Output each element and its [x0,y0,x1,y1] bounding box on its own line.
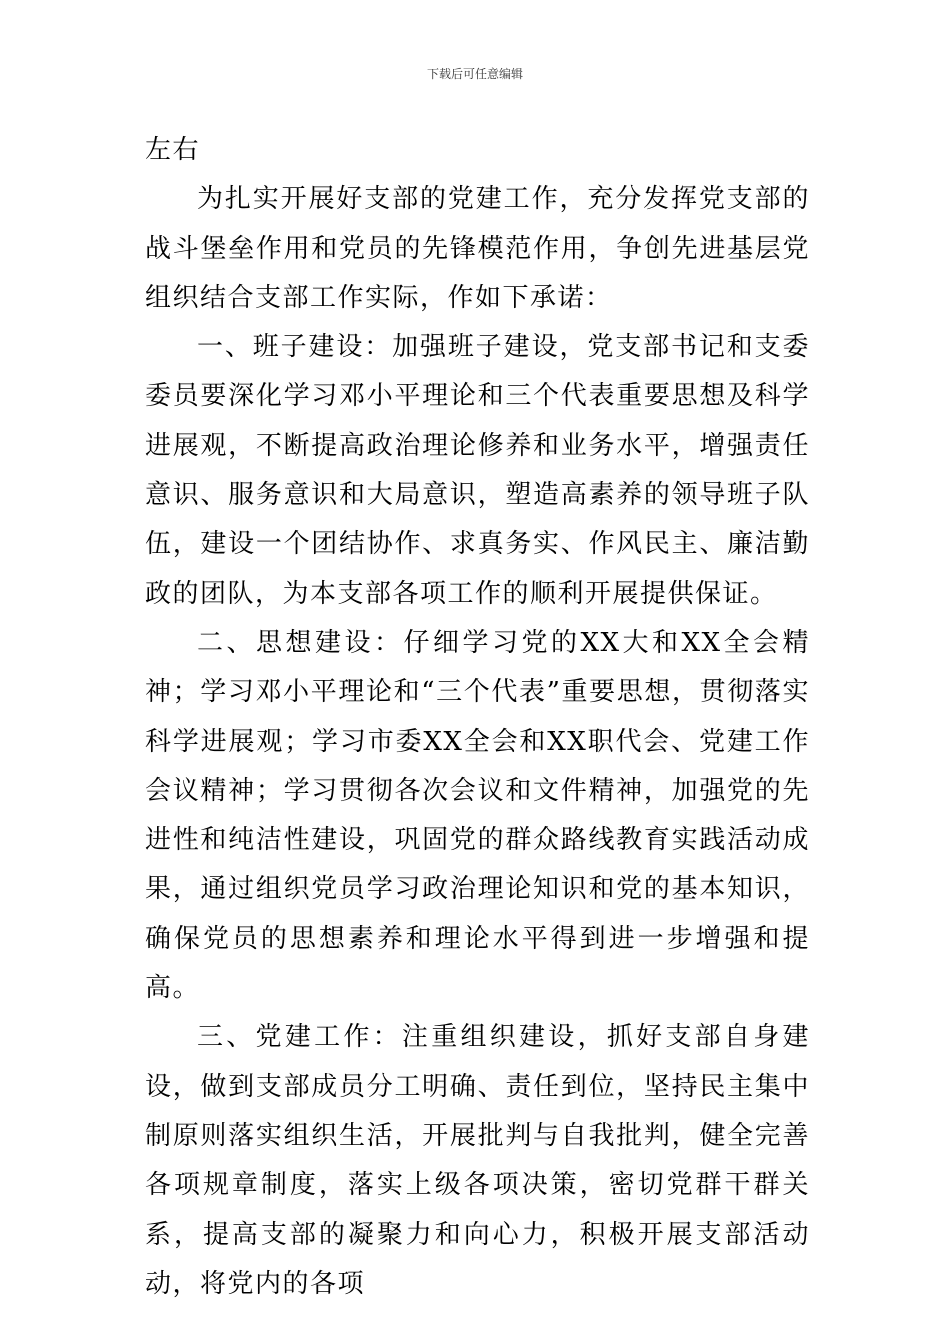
page-header-note: 下载后可任意编辑 [426,67,523,81]
item-3-paragraph: 三、党建工作：注重组织建设，抓好支部自身建设，做到支部成员分工明确、责任到位，坚持民主集中制原则落实组织生活，开展批判与自我批判，健全完善各项规章制度，落实上级各项决策，密切党群干群关系，提高支部的凝聚力和向心力，积极开展支部活动动，将党内的各项 [145,1022,810,1299]
document-body [145,126,810,1309]
continued-line: 左右 [145,135,201,165]
item-2-paragraph: 二、思想建设：仔细学习党的XX大和XX全会精神；学习邓小平理论和“三个代表”重要思想，贯彻落实科学进展观；学习市委XX全会和XX职代会、党建工作会议精神；学习贯彻各次会议和文件精神，加强党的先进性和纯洁性建设，巩固党的群众路线教育实践活动成果，通过组织党员学习政治理论知识和党的基本知识，确保党员的思想素养和理论水平得到进一步增强和提高。 [145,627,810,1004]
item-1-paragraph: 一、班子建设：加强班子建设，党支部书记和支委委员要深化学习邓小平理论和三个代表重要思想及科学进展观，不断提高政治理论修养和业务水平，增强责任意识、服务意识和大局意识，塑造高素养的领导班子队伍，建设一个团结协作、求真务实、作风民主、廉洁勤政的团队，为本支部各项工作的顺利开展提供保证。 [145,332,810,609]
intro-paragraph: 为扎实开展好支部的党建工作，充分发挥党支部的战斗堡垒作用和党员的先锋模范作用，争创先进基层党组织结合支部工作实际，作如下承诺： [145,184,810,313]
